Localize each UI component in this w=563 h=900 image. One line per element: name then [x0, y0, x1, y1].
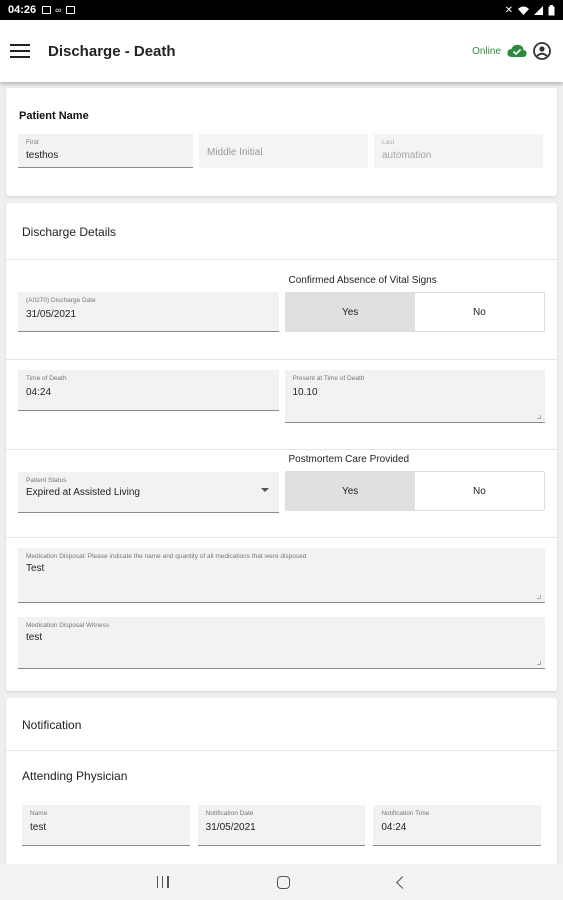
wifi-icon — [518, 6, 529, 15]
present-at-death-field[interactable] — [285, 370, 546, 423]
app-bar — [0, 20, 563, 82]
home-icon[interactable] — [277, 876, 290, 889]
discharge-details-title: Discharge Details — [6, 203, 557, 260]
first-name-value: testhos — [26, 150, 59, 161]
notification-date-field[interactable] — [198, 805, 366, 846]
time-of-death-value: 04:24 — [26, 387, 52, 398]
last-name-field — [374, 134, 543, 168]
status-time: 04:26 — [8, 4, 37, 16]
vital-signs-toggle — [285, 292, 546, 332]
vital-signs-label: Confirmed Absence of Vital Signs — [288, 275, 437, 286]
physician-name-label: Name — [30, 810, 48, 817]
last-name-value: automation — [382, 150, 432, 161]
dropdown-arrow-icon — [261, 488, 269, 492]
present-at-death-label: Present at Time of Death — [292, 375, 365, 382]
mute-icon: ✕ — [504, 4, 513, 16]
medication-witness-value: test — [26, 632, 43, 643]
patient-name-card — [6, 88, 557, 196]
back-icon[interactable] — [396, 876, 409, 889]
discharge-date-field[interactable] — [18, 292, 279, 332]
patient-status-value: Expired at Assisted Living — [26, 487, 140, 498]
resize-handle-icon[interactable] — [537, 415, 541, 419]
online-status: Online — [472, 45, 501, 57]
time-of-death-field[interactable] — [18, 370, 279, 411]
notification-card — [6, 698, 557, 864]
menu-icon[interactable] — [10, 44, 30, 58]
recent-apps-icon[interactable] — [157, 876, 169, 888]
account-circle-icon[interactable] — [533, 42, 551, 60]
patient-name-heading: Patient Name — [19, 110, 89, 122]
physician-name-field[interactable] — [22, 805, 190, 846]
discharge-date-label: (A0270) Discharge Date — [26, 297, 96, 304]
medication-disposal-value: Test — [26, 563, 45, 574]
medication-disposal-field[interactable] — [18, 548, 545, 603]
notification-time-value: 04:24 — [381, 822, 407, 833]
notification-date-label: Notification Date — [205, 810, 254, 817]
cloud-done-icon — [507, 44, 527, 58]
postmortem-toggle — [285, 471, 546, 511]
present-at-death-value: 10.10 — [292, 387, 318, 398]
discharge-date-value: 31/05/2021 — [26, 309, 77, 320]
postmortem-yes-button[interactable]: Yes — [286, 472, 415, 510]
battery-icon — [548, 5, 555, 16]
page-title: Discharge - Death — [48, 42, 176, 60]
status-notification-icons — [42, 5, 74, 15]
medication-disposal-label: Medication Disposal: Please indicate the name and quantity of all medications that were disposed — [26, 553, 307, 560]
image-notification-icon — [42, 6, 51, 14]
resize-handle-icon[interactable] — [537, 661, 541, 665]
system-nav-bar — [0, 864, 563, 900]
middle-initial-field[interactable] — [199, 134, 368, 168]
time-of-death-label: Time of Death — [26, 375, 67, 382]
notification-time-label: Notification Time — [381, 810, 430, 817]
first-name-field[interactable] — [18, 134, 193, 168]
notification-title: Notification — [6, 698, 557, 751]
last-name-label: Last — [382, 139, 395, 146]
medication-witness-label: Medication Disposal Witness — [26, 622, 110, 629]
status-system-icons — [505, 5, 555, 16]
middle-initial-placeholder: Middle Initial — [207, 147, 263, 158]
medication-witness-field[interactable] — [18, 617, 545, 669]
vital-signs-yes-button[interactable]: Yes — [286, 293, 415, 331]
attending-physician-title: Attending Physician — [22, 769, 128, 783]
patient-status-label: Patient Status — [26, 477, 67, 484]
discharge-details-card — [6, 203, 557, 691]
app-notification-icon — [66, 6, 75, 14]
signal-icon — [534, 6, 543, 15]
status-bar — [0, 0, 563, 20]
voicemail-icon: ∞ — [55, 5, 62, 15]
notification-time-field[interactable] — [373, 805, 541, 846]
notification-date-value: 31/05/2021 — [205, 822, 256, 833]
resize-handle-icon[interactable] — [537, 595, 541, 599]
first-name-label: First — [26, 139, 39, 146]
vital-signs-no-button[interactable]: No — [472, 306, 486, 318]
postmortem-no-button[interactable]: No — [472, 485, 486, 497]
postmortem-label: Postmortem Care Provided — [288, 454, 410, 465]
patient-status-select[interactable] — [18, 472, 279, 513]
form-content — [0, 82, 563, 864]
physician-name-value: test — [30, 822, 47, 833]
